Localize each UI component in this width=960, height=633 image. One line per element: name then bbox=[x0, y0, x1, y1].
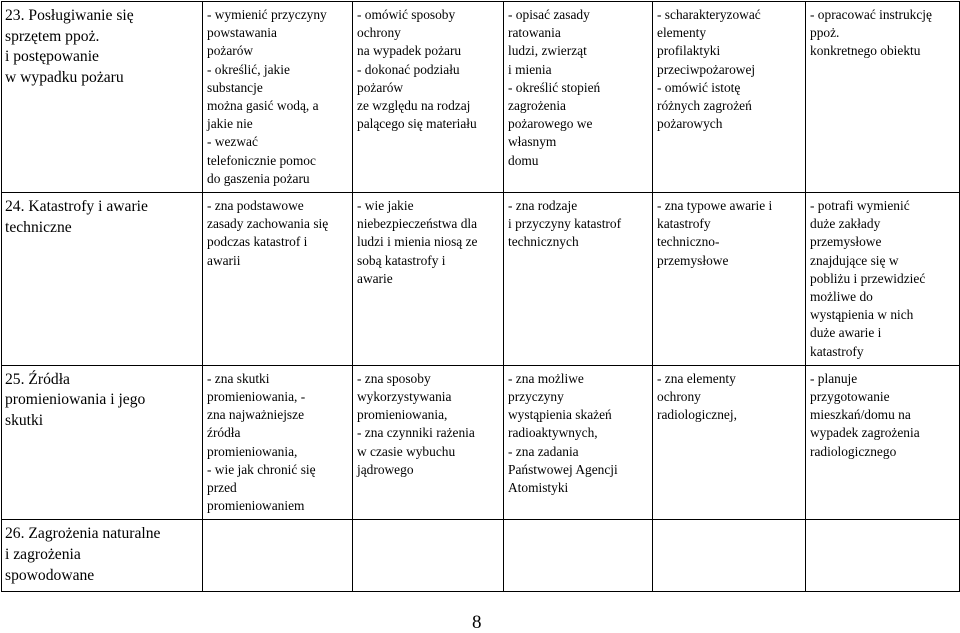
table-row bbox=[2, 193, 960, 366]
table-row bbox=[2, 520, 960, 592]
topic-cell: 24. Katastrofy i awarie techniczne bbox=[2, 193, 203, 366]
table-cell bbox=[203, 520, 353, 592]
topic-cell: 23. Posługiwanie się sprzętem ppoż. i postępowanie w wypadku pożaru bbox=[2, 2, 203, 193]
table-cell: - wie jakie niebezpieczeństwa dla ludzi i mienia niosą ze sobą katastrofy i awarie bbox=[353, 193, 504, 366]
table-cell bbox=[806, 520, 960, 592]
table-cell: - zna skutki promieniowania, - zna najważniejsze źródła promieniowania, - wie jak chronić się przed promieniowaniem bbox=[203, 365, 353, 520]
topic-cell: 25. Źródła promieniowania i jego skutki bbox=[2, 365, 203, 520]
table-cell: - zna elementy ochrony radiologicznej, bbox=[653, 365, 806, 520]
table-cell: - zna sposoby wykorzystywania promieniowania, - zna czynniki rażenia w czasie wybuchu jądrowego bbox=[353, 365, 504, 520]
table-cell: - scharakteryzować elementy profilaktyki przeciwpożarowej - omówić istotę różnych zagrożeń pożarowych bbox=[653, 2, 806, 193]
table-cell: - zna rodzaje i przyczyny katastrof technicznych bbox=[504, 193, 653, 366]
table-cell: - potrafi wymienić duże zakłady przemysłowe znajdujące się w pobliżu i przewidzieć możliwe do wystąpienia w nich duże awarie i katastrofy bbox=[806, 193, 960, 366]
table-cell: - zna możliwe przyczyny wystąpienia skażeń radioaktywnych, - zna zadania Państwowej Agencji Atomistyki bbox=[504, 365, 653, 520]
curriculum-table bbox=[1, 1, 960, 592]
table-cell: - opracować instrukcję ppoż. konkretnego obiektu bbox=[806, 2, 960, 193]
table-cell bbox=[653, 520, 806, 592]
table-cell bbox=[504, 520, 653, 592]
table-cell: - opisać zasady ratowania ludzi, zwierząt i mienia - określić stopień zagrożenia pożarowego we własnym domu bbox=[504, 2, 653, 193]
topic-cell: 26. Zagrożenia naturalne i zagrożenia spowodowane bbox=[2, 520, 203, 592]
table-cell: - zna podstawowe zasady zachowania się podczas katastrof i awarii bbox=[203, 193, 353, 366]
table-cell: - omówić sposoby ochrony na wypadek pożaru - dokonać podziału pożarów ze względu na rodzaj palącego się materiału bbox=[353, 2, 504, 193]
table-row bbox=[2, 2, 960, 193]
table-cell bbox=[353, 520, 504, 592]
table-cell: - zna typowe awarie i katastrofy techniczno- przemysłowe bbox=[653, 193, 806, 366]
page-number: 8 bbox=[472, 612, 482, 633]
table-cell: - planuje przygotowanie mieszkań/domu na wypadek zagrożenia radiologicznego bbox=[806, 365, 960, 520]
table-cell: - wymienić przyczyny powstawania pożarów - określić, jakie substancje można gasić wodą, a jakie nie - wezwać telefonicznie pomoc do gaszenia pożaru bbox=[203, 2, 353, 193]
table-row bbox=[2, 365, 960, 520]
